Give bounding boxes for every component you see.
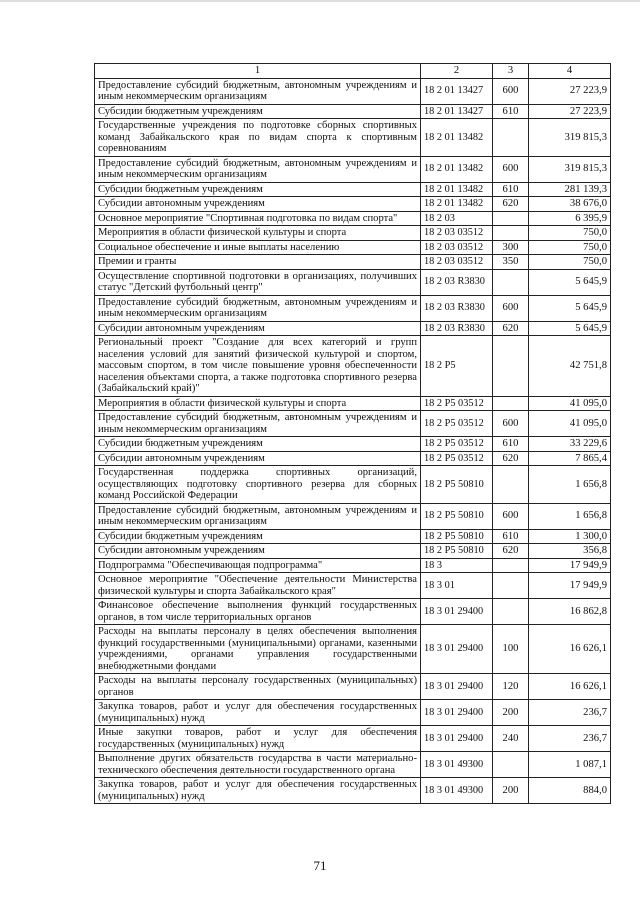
row-code: 18 2 01 13482 (421, 182, 493, 197)
scan-top-edge (0, 0, 640, 2)
row-amount: 42 751,8 (529, 336, 611, 397)
row-name: Мероприятия в области физической культуры и спорта (95, 226, 421, 241)
row-amount: 16 862,8 (529, 599, 611, 625)
row-name: Расходы на выплаты персоналу государственных (муниципальных) органов (95, 674, 421, 700)
row-name: Предоставление субсидий бюджетным, автономным учреждениям и иным некоммерческим организациям (95, 295, 421, 321)
row-amount: 750,0 (529, 240, 611, 255)
table-row (95, 396, 611, 411)
table-row (95, 726, 611, 752)
row-expense-type: 300 (493, 240, 529, 255)
row-name: Субсидии автономным учреждениям (95, 451, 421, 466)
row-code: 18 2 03 R3830 (421, 295, 493, 321)
row-code: 18 2 03 (421, 211, 493, 226)
row-expense-type (493, 119, 529, 157)
table-row (95, 321, 611, 336)
row-expense-type (493, 558, 529, 573)
row-name: Иные закупки товаров, работ и услуг для обеспечения государственных (муниципальных) нужд (95, 726, 421, 752)
row-code: 18 3 01 29400 (421, 625, 493, 674)
row-expense-type: 240 (493, 726, 529, 752)
row-amount: 17 949,9 (529, 573, 611, 599)
row-expense-type: 600 (493, 295, 529, 321)
row-name: Региональный проект "Создание для всех категорий и групп населения условий для занятий физической культурой и спортом, массовым спортом, в том числе повышение уровня обеспеченности населения объектами спорта, а также подготовка спортивного резерва (Забайкальский край)" (95, 336, 421, 397)
table-row (95, 625, 611, 674)
table-row (95, 558, 611, 573)
row-code: 18 2 01 13482 (421, 197, 493, 212)
row-expense-type: 350 (493, 255, 529, 270)
row-name: Расходы на выплаты персоналу в целях обеспечения выполнения функций государственными (муниципальными) органами, казенными учреждениями, органами управления государственными внебюджетными фондами (95, 625, 421, 674)
row-name: Субсидии бюджетным учреждениям (95, 437, 421, 452)
row-expense-type: 620 (493, 321, 529, 336)
row-expense-type: 610 (493, 104, 529, 119)
row-expense-type (493, 599, 529, 625)
row-amount: 750,0 (529, 226, 611, 241)
row-name: Государственная поддержка спортивных организаций, осуществляющих подготовку спортивного резерва для сборных команд Российской Федерации (95, 466, 421, 504)
row-expense-type (493, 573, 529, 599)
row-expense-type: 610 (493, 182, 529, 197)
row-expense-type: 610 (493, 437, 529, 452)
row-amount: 7 865,4 (529, 451, 611, 466)
row-name: Осуществление спортивной подготовки в организациях, получивших статус "Детский футбольный центр" (95, 269, 421, 295)
row-code: 18 3 01 29400 (421, 726, 493, 752)
row-code: 18 2 03 03512 (421, 255, 493, 270)
row-name: Субсидии бюджетным учреждениям (95, 104, 421, 119)
row-code: 18 2 01 13427 (421, 78, 493, 104)
row-code: 18 2 P5 50810 (421, 544, 493, 559)
table-row (95, 752, 611, 778)
page-number: 71 (313, 858, 327, 873)
row-code: 18 3 (421, 558, 493, 573)
row-expense-type: 620 (493, 544, 529, 559)
row-code: 18 2 P5 03512 (421, 411, 493, 437)
row-name: Субсидии автономным учреждениям (95, 321, 421, 336)
row-code: 18 2 03 03512 (421, 240, 493, 255)
row-code: 18 3 01 29400 (421, 700, 493, 726)
row-amount: 33 229,6 (529, 437, 611, 452)
row-amount: 236,7 (529, 726, 611, 752)
header-col-2: 2 (421, 64, 493, 79)
row-amount: 16 626,1 (529, 625, 611, 674)
row-code: 18 2 03 03512 (421, 226, 493, 241)
table-row (95, 411, 611, 437)
row-expense-type: 620 (493, 451, 529, 466)
row-amount: 1 656,8 (529, 466, 611, 504)
row-expense-type: 120 (493, 674, 529, 700)
row-amount: 236,7 (529, 700, 611, 726)
row-name: Субсидии автономным учреждениям (95, 544, 421, 559)
row-amount: 1 300,0 (529, 529, 611, 544)
row-amount: 281 139,3 (529, 182, 611, 197)
table-row (95, 78, 611, 104)
table-body (95, 78, 611, 804)
row-expense-type: 200 (493, 700, 529, 726)
table-row (95, 211, 611, 226)
row-code: 18 3 01 29400 (421, 674, 493, 700)
row-amount: 5 645,9 (529, 269, 611, 295)
row-expense-type: 200 (493, 778, 529, 804)
row-amount: 41 095,0 (529, 411, 611, 437)
row-amount: 5 645,9 (529, 295, 611, 321)
table-row (95, 336, 611, 397)
row-amount: 16 626,1 (529, 674, 611, 700)
row-code: 18 2 03 R3830 (421, 321, 493, 336)
row-amount: 319 815,3 (529, 156, 611, 182)
row-code: 18 3 01 29400 (421, 599, 493, 625)
row-expense-type (493, 336, 529, 397)
row-name: Предоставление субсидий бюджетным, автономным учреждениям и иным некоммерческим организациям (95, 411, 421, 437)
table-row (95, 529, 611, 544)
row-amount: 356,8 (529, 544, 611, 559)
table-row (95, 451, 611, 466)
row-expense-type: 600 (493, 156, 529, 182)
row-name: Субсидии автономным учреждениям (95, 197, 421, 212)
row-expense-type (493, 466, 529, 504)
row-code: 18 3 01 49300 (421, 778, 493, 804)
table-row (95, 269, 611, 295)
row-name: Закупка товаров, работ и услуг для обеспечения государственных (муниципальных) нужд (95, 778, 421, 804)
row-expense-type (493, 226, 529, 241)
row-expense-type: 600 (493, 78, 529, 104)
row-name: Субсидии бюджетным учреждениям (95, 182, 421, 197)
row-code: 18 3 01 (421, 573, 493, 599)
row-amount: 38 676,0 (529, 197, 611, 212)
row-code: 18 2 P5 03512 (421, 396, 493, 411)
row-code: 18 3 01 49300 (421, 752, 493, 778)
row-amount: 1 087,1 (529, 752, 611, 778)
row-expense-type (493, 269, 529, 295)
row-name: Социальное обеспечение и иные выплаты населению (95, 240, 421, 255)
row-amount: 1 656,8 (529, 503, 611, 529)
row-code: 18 2 03 R3830 (421, 269, 493, 295)
row-amount: 319 815,3 (529, 119, 611, 157)
table-row (95, 104, 611, 119)
row-name: Основное мероприятие "Обеспечение деятельности Министерства физической культуры и спорта Забайкальского края" (95, 573, 421, 599)
row-name: Предоставление субсидий бюджетным, автономным учреждениям и иным некоммерческим организациям (95, 156, 421, 182)
table-row (95, 674, 611, 700)
row-amount: 17 949,9 (529, 558, 611, 573)
row-expense-type: 600 (493, 411, 529, 437)
row-expense-type: 620 (493, 197, 529, 212)
table-row (95, 295, 611, 321)
header-col-4: 4 (529, 64, 611, 79)
row-name: Субсидии бюджетным учреждениям (95, 529, 421, 544)
table-row (95, 182, 611, 197)
header-col-1: 1 (95, 64, 421, 79)
row-amount: 750,0 (529, 255, 611, 270)
table-row (95, 197, 611, 212)
table-row (95, 240, 611, 255)
table-row (95, 119, 611, 157)
row-amount: 5 645,9 (529, 321, 611, 336)
row-name: Финансовое обеспечение выполнения функций государственных органов, в том числе территориальных органов (95, 599, 421, 625)
row-code: 18 2 01 13427 (421, 104, 493, 119)
row-code: 18 2 01 13482 (421, 156, 493, 182)
table-row (95, 466, 611, 504)
row-expense-type (493, 752, 529, 778)
row-name: Предоставление субсидий бюджетным, автономным учреждениям и иным некоммерческим организациям (95, 503, 421, 529)
table-row (95, 778, 611, 804)
table-row (95, 700, 611, 726)
row-name: Премии и гранты (95, 255, 421, 270)
row-code: 18 2 P5 03512 (421, 451, 493, 466)
row-name: Подпрограмма "Обеспечивающая подпрограмма" (95, 558, 421, 573)
table-row (95, 437, 611, 452)
row-name: Государственные учреждения по подготовке сборных спортивных команд Забайкальского края по видам спорта к спортивным соревнованиям (95, 119, 421, 157)
table-row (95, 544, 611, 559)
table-row (95, 255, 611, 270)
row-amount: 27 223,9 (529, 78, 611, 104)
row-expense-type (493, 396, 529, 411)
row-expense-type: 610 (493, 529, 529, 544)
row-code: 18 2 P5 50810 (421, 466, 493, 504)
table-row (95, 599, 611, 625)
budget-table (94, 63, 611, 804)
row-amount: 41 095,0 (529, 396, 611, 411)
row-name: Закупка товаров, работ и услуг для обеспечения государственных (муниципальных) нужд (95, 700, 421, 726)
row-code: 18 2 P5 (421, 336, 493, 397)
row-name: Выполнение других обязательств государства в части материально-технического обеспечения деятельности государственного органа (95, 752, 421, 778)
header-col-3: 3 (493, 64, 529, 79)
row-amount: 27 223,9 (529, 104, 611, 119)
table-row (95, 226, 611, 241)
row-code: 18 2 01 13482 (421, 119, 493, 157)
row-name: Мероприятия в области физической культуры и спорта (95, 396, 421, 411)
row-code: 18 2 P5 03512 (421, 437, 493, 452)
row-code: 18 2 P5 50810 (421, 529, 493, 544)
row-expense-type (493, 211, 529, 226)
row-name: Основное мероприятие "Спортивная подготовка по видам спорта" (95, 211, 421, 226)
table-row (95, 573, 611, 599)
header-row (95, 64, 611, 79)
table-row (95, 503, 611, 529)
row-amount: 884,0 (529, 778, 611, 804)
row-name: Предоставление субсидий бюджетным, автономным учреждениям и иным некоммерческим организациям (95, 78, 421, 104)
table-row (95, 156, 611, 182)
row-expense-type: 600 (493, 503, 529, 529)
row-amount: 6 395,9 (529, 211, 611, 226)
row-expense-type: 100 (493, 625, 529, 674)
row-code: 18 2 P5 50810 (421, 503, 493, 529)
